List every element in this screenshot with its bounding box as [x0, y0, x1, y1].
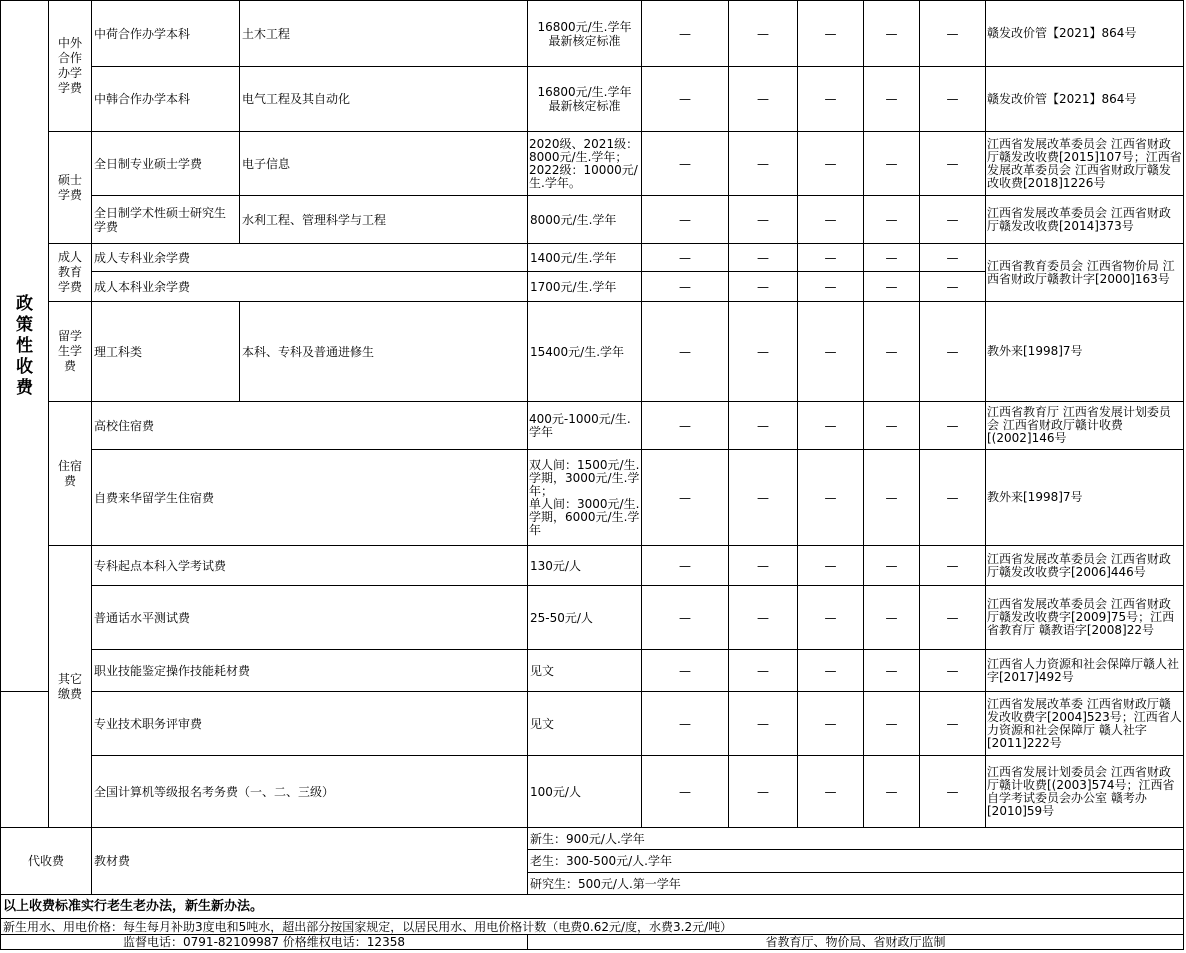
policy-document: 江西省发展改革委员会 江西省财政厅赣发改收费字[2009]75号；江西省教育厅 赣教语字[2008]22号	[986, 586, 1184, 650]
dash-cell: —	[729, 272, 798, 302]
dash-cell: —	[920, 650, 986, 692]
dash-cell: —	[729, 132, 798, 196]
major-name: 水利工程、管理科学与工程	[240, 196, 528, 244]
table-row	[1, 450, 1184, 546]
dash-cell: —	[642, 586, 729, 650]
dash-cell: —	[920, 1, 986, 67]
dash-cell: —	[920, 244, 986, 272]
item-name: 自费来华留学生住宿费	[92, 450, 528, 546]
table-row	[1, 650, 1184, 692]
major-name: 土木工程	[240, 1, 528, 67]
table-row	[1, 402, 1184, 450]
table-row	[1, 756, 1184, 828]
dash-cell: —	[920, 586, 986, 650]
dash-cell: —	[798, 450, 864, 546]
dash-cell: —	[798, 692, 864, 756]
fee-standard: 15400元/生.学年	[528, 302, 642, 402]
collect-line: 老生：300-500元/人.学年	[528, 850, 1184, 873]
dash-cell: —	[920, 196, 986, 244]
dash-cell: —	[642, 756, 729, 828]
group-label-sino-foreign: 中外合作办学学费	[49, 1, 92, 132]
dash-cell: —	[729, 302, 798, 402]
policy-document: 江西省发展计划委员会 江西省财政厅赣计收费[(2003]574号；江西省自学考试委员会办公室 赣考办[2010]59号	[986, 756, 1184, 828]
utility-price-note: 新生用水、用电价格：每生每月补助3度电和5吨水，超出部分按国家规定，以居民用水、用电价格计数（电费0.62元/度，水费3.2元/吨）	[1, 919, 1184, 935]
table-row	[1, 1, 1184, 67]
footer-row	[1, 919, 1184, 935]
category-continuation	[1, 756, 49, 828]
collect-line: 研究生：500元/人.第一学年	[528, 873, 1184, 895]
fee-standard: 见文	[528, 692, 642, 756]
dash-cell: —	[864, 132, 920, 196]
policy-document: 江西省人力资源和社会保障厅赣人社字[2017]492号	[986, 650, 1184, 692]
item-name: 成人专科业余学费	[92, 244, 528, 272]
supervision-phone: 监督电话：0791-82109987 价格维权电话：12358	[1, 935, 528, 950]
dash-cell: —	[798, 546, 864, 586]
dash-cell: —	[729, 586, 798, 650]
major-name: 电子信息	[240, 132, 528, 196]
dash-cell: —	[920, 302, 986, 402]
major-name: 本科、专科及普通进修生	[240, 302, 528, 402]
policy-document: 江西省发展改革委 江西省财政厅赣发改收费字[2004]523号；江西省人力资源和社会保障厅 赣人社字[2011]222号	[986, 692, 1184, 756]
dash-cell: —	[729, 546, 798, 586]
dash-cell: —	[798, 132, 864, 196]
fee-standard: 8000元/生.学年	[528, 196, 642, 244]
category-label: 政策性收费	[1, 1, 49, 692]
dash-cell: —	[729, 756, 798, 828]
dash-cell: —	[864, 67, 920, 132]
dash-cell: —	[642, 692, 729, 756]
dash-cell: —	[864, 302, 920, 402]
dash-cell: —	[864, 450, 920, 546]
group-label-dorm: 住宿费	[49, 402, 92, 546]
item-name: 理工科类	[92, 302, 240, 402]
category-continuation	[1, 692, 49, 756]
policy-document: 江西省教育委员会 江西省物价局 江西省财政厅赣教计字[2000]163号	[986, 244, 1184, 302]
dash-cell: —	[642, 402, 729, 450]
table-row	[1, 67, 1184, 132]
dash-cell: —	[642, 67, 729, 132]
fee-standard: 130元/人	[528, 546, 642, 586]
dash-cell: —	[864, 692, 920, 756]
policy-document: 江西省发展改革委员会 江西省财政厅赣发改收费[2014]373号	[986, 196, 1184, 244]
dash-cell: —	[642, 302, 729, 402]
item-name: 全日制专业硕士学费	[92, 132, 240, 196]
fee-standard: 100元/人	[528, 756, 642, 828]
collect-row	[1, 828, 1184, 850]
dash-cell: —	[729, 1, 798, 67]
group-label-adult: 成人教育学费	[49, 244, 92, 302]
dash-cell: —	[729, 196, 798, 244]
dash-cell: —	[798, 402, 864, 450]
dash-cell: —	[642, 1, 729, 67]
group-label-other: 其它缴费	[49, 546, 92, 828]
group-label-intl: 留学生学费	[49, 302, 92, 402]
policy-document: 江西省发展改革委员会 江西省财政厅赣发改收费字[2006]446号	[986, 546, 1184, 586]
dash-cell: —	[798, 67, 864, 132]
dash-cell: —	[729, 692, 798, 756]
group-label-master: 硕士学费	[49, 132, 92, 244]
dash-cell: —	[864, 402, 920, 450]
table-row	[1, 586, 1184, 650]
footer-row	[1, 935, 1184, 950]
table-row	[1, 546, 1184, 586]
dash-cell: —	[920, 67, 986, 132]
policy-document: 江西省教育厅 江西省发展计划委员会 江西省财政厅赣计收费[(2002]146号	[986, 402, 1184, 450]
dash-cell: —	[920, 272, 986, 302]
item-name: 全国计算机等级报名考务费（一、二、三级）	[92, 756, 528, 828]
dash-cell: —	[642, 244, 729, 272]
dash-cell: —	[642, 450, 729, 546]
dash-cell: —	[864, 196, 920, 244]
dash-cell: —	[864, 546, 920, 586]
dash-cell: —	[920, 546, 986, 586]
table-row	[1, 196, 1184, 244]
dash-cell: —	[864, 1, 920, 67]
fee-standard: 1400元/生.学年	[528, 244, 642, 272]
dash-cell: —	[920, 756, 986, 828]
item-name: 专业技术职务评审费	[92, 692, 528, 756]
footer-row	[1, 895, 1184, 919]
dash-cell: —	[729, 67, 798, 132]
dash-cell: —	[729, 450, 798, 546]
dash-cell: —	[920, 132, 986, 196]
policy-document: 教外来[1998]7号	[986, 450, 1184, 546]
dash-cell: —	[798, 272, 864, 302]
item-name: 中韩合作办学本科	[92, 67, 240, 132]
collect-item: 教材费	[92, 828, 528, 895]
supervisors: 省教育厅、物价局、省财政厅监制	[528, 935, 1184, 950]
dash-cell: —	[798, 1, 864, 67]
dash-cell: —	[642, 650, 729, 692]
dash-cell: —	[798, 756, 864, 828]
fee-standard: 1700元/生.学年	[528, 272, 642, 302]
dash-cell: —	[798, 244, 864, 272]
fee-standard: 25-50元/人	[528, 586, 642, 650]
table-row	[1, 132, 1184, 196]
item-name: 普通话水平测试费	[92, 586, 528, 650]
dash-cell: —	[864, 650, 920, 692]
collect-label: 代收费	[1, 828, 92, 895]
dash-cell: —	[729, 650, 798, 692]
item-name: 中荷合作办学本科	[92, 1, 240, 67]
dash-cell: —	[920, 450, 986, 546]
dash-cell: —	[642, 196, 729, 244]
dash-cell: —	[864, 244, 920, 272]
dash-cell: —	[798, 196, 864, 244]
dash-cell: —	[729, 402, 798, 450]
dash-cell: —	[729, 244, 798, 272]
dash-cell: —	[864, 272, 920, 302]
major-name: 电气工程及其自动化	[240, 67, 528, 132]
item-name: 成人本科业余学费	[92, 272, 528, 302]
fee-standard: 400元-1000元/生.学年	[528, 402, 642, 450]
dash-cell: —	[642, 272, 729, 302]
item-name: 职业技能鉴定操作技能耗材费	[92, 650, 528, 692]
table-row	[1, 692, 1184, 756]
fee-standard: 2020级、2021级：8000元/生.学年；2022级：10000元/生.学年。	[528, 132, 642, 196]
table-row	[1, 302, 1184, 402]
dash-cell: —	[798, 650, 864, 692]
dash-cell: —	[920, 692, 986, 756]
fee-standard: 见文	[528, 650, 642, 692]
dash-cell: —	[798, 302, 864, 402]
policy-document: 赣发改价管【2021】864号	[986, 67, 1184, 132]
dash-cell: —	[920, 402, 986, 450]
policy-document: 教外来[1998]7号	[986, 302, 1184, 402]
fee-standard: 16800元/生.学年 最新核定标准	[528, 1, 642, 67]
table-row	[1, 244, 1184, 272]
item-name: 高校住宿费	[92, 402, 528, 450]
fee-standard: 双人间：1500元/生.学期，3000元/生.学年； 单人间：3000元/生.学期，6000元/生.学年	[528, 450, 642, 546]
dash-cell: —	[642, 546, 729, 586]
policy-document: 赣发改价管【2021】864号	[986, 1, 1184, 67]
fee-standard: 16800元/生.学年 最新核定标准	[528, 67, 642, 132]
item-name: 全日制学术性硕士研究生学费	[92, 196, 240, 244]
item-name: 专科起点本科入学考试费	[92, 546, 528, 586]
dash-cell: —	[642, 132, 729, 196]
dash-cell: —	[798, 586, 864, 650]
dash-cell: —	[864, 586, 920, 650]
policy-document: 江西省发展改革委员会 江西省财政厅赣发改收费[2015]107号；江西省发展改革委员会 江西省财政厅赣发改收费[2018]1226号	[986, 132, 1184, 196]
policy-note: 以上收费标准实行老生老办法，新生新办法。	[1, 895, 1184, 919]
dash-cell: —	[864, 756, 920, 828]
collect-line: 新生：900元/人.学年	[528, 828, 1184, 850]
